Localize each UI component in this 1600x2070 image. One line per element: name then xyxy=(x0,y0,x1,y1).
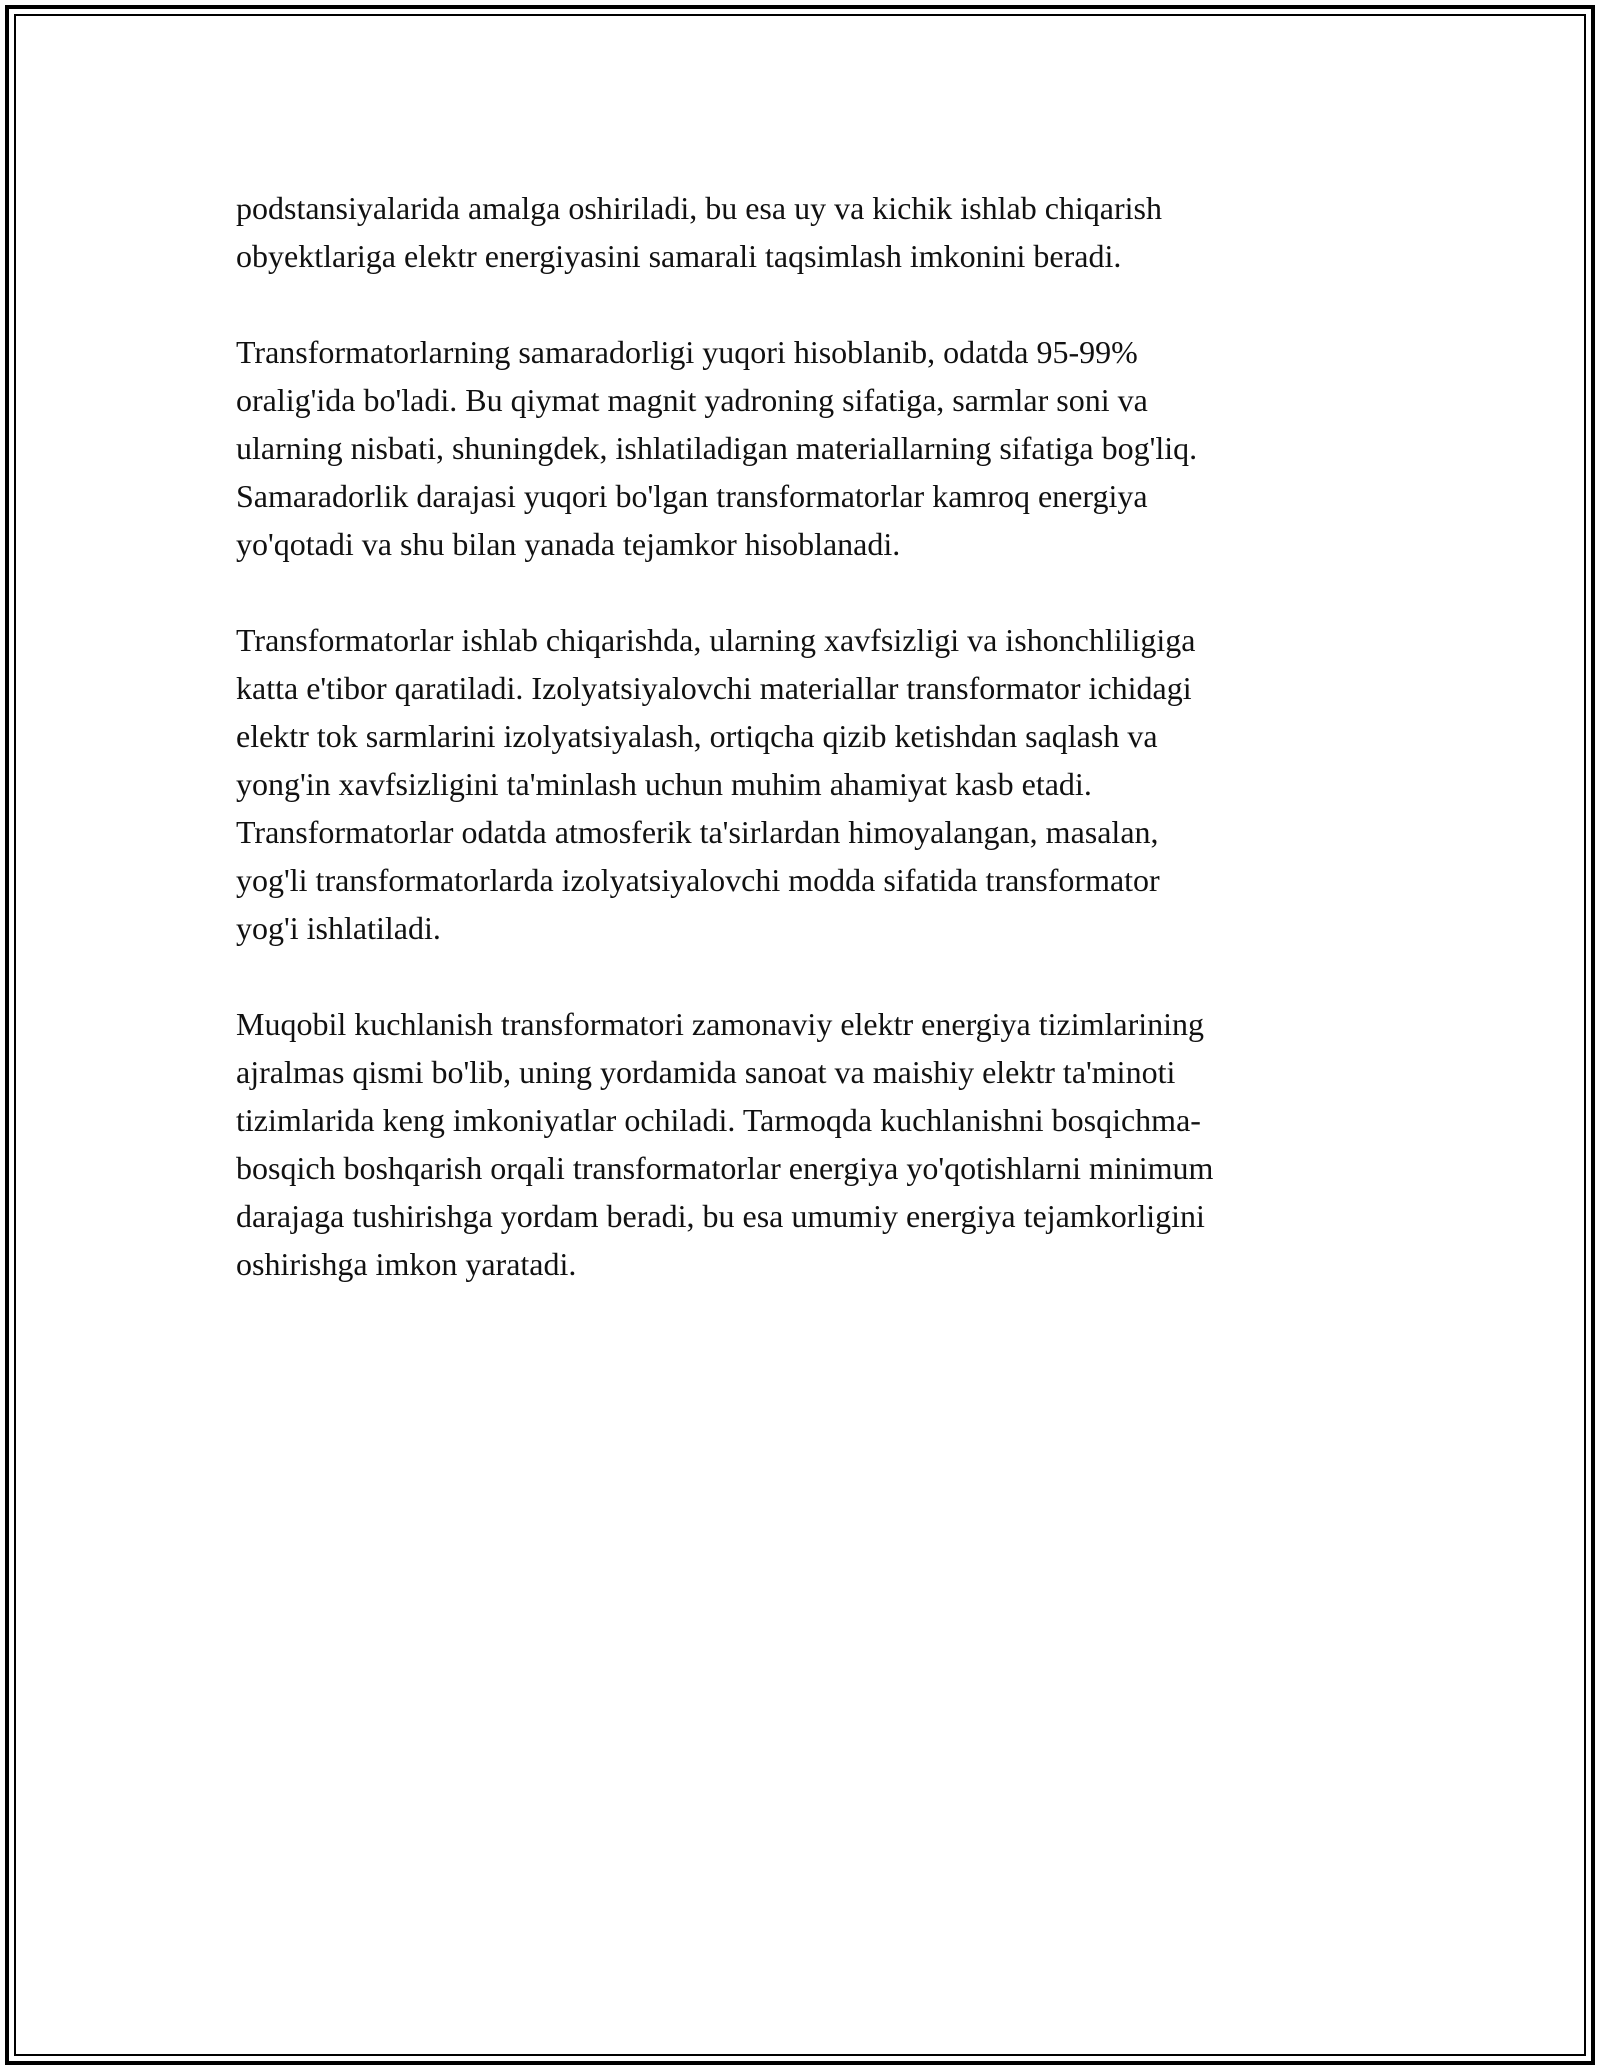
text-line: Transformatorlar ishlab chiqarishda, ularning xavfsizligi va ishonchliligiga xyxy=(236,622,1196,658)
paragraph xyxy=(236,184,1396,280)
text-line: ajralmas qismi bo'lib, uning yordamida sanoat va maishiy elektr ta'minoti xyxy=(236,1054,1176,1090)
paragraph xyxy=(236,616,1396,952)
text-line: oshirishga imkon yaratadi. xyxy=(236,1246,577,1282)
text-line: Samaradorlik darajasi yuqori bo'lgan transformatorlar kamroq energiya xyxy=(236,478,1148,514)
text-line: obyektlariga elektr energiyasini samarali taqsimlash imkonini beradi. xyxy=(236,238,1122,274)
paragraph xyxy=(236,328,1396,568)
text-line: yong'in xavfsizligini ta'minlash uchun muhim ahamiyat kasb etadi. xyxy=(236,766,1092,802)
text-line: Muqobil kuchlanish transformatori zamonaviy elektr energiya tizimlarining xyxy=(236,1006,1205,1042)
text-line: katta e'tibor qaratiladi. Izolyatsiyalovchi materiallar transformator ichidagi xyxy=(236,670,1192,706)
text-line: ularning nisbati, shuningdek, ishlatiladigan materiallarning sifatiga bog'liq. xyxy=(236,430,1198,466)
text-line: tizimlarida keng imkoniyatlar ochiladi. Tarmoqda kuchlanishni bosqichma- xyxy=(236,1102,1201,1138)
document-body xyxy=(236,184,1396,1336)
paragraph xyxy=(236,1000,1396,1288)
text-line: bosqich boshqarish orqali transformatorlar energiya yo'qotishlarni minimum xyxy=(236,1150,1214,1186)
text-line: darajaga tushirishga yordam beradi, bu esa umumiy energiya tejamkorligini xyxy=(236,1198,1205,1234)
text-line: yog'li transformatorlarda izolyatsiyalovchi modda sifatida transformator xyxy=(236,862,1160,898)
text-line: Transformatorlarning samaradorligi yuqori hisoblanib, odatda 95-99% xyxy=(236,334,1138,370)
text-line: podstansiyalarida amalga oshiriladi, bu esa uy va kichik ishlab chiqarish xyxy=(236,190,1162,226)
text-line: elektr tok sarmlarini izolyatsiyalash, ortiqcha qizib ketishdan saqlash va xyxy=(236,718,1158,754)
text-line: yog'i ishlatiladi. xyxy=(236,910,441,946)
text-line: oralig'ida bo'ladi. Bu qiymat magnit yadroning sifatiga, sarmlar soni va xyxy=(236,382,1148,418)
text-line: Transformatorlar odatda atmosferik ta'sirlardan himoyalangan, masalan, xyxy=(236,814,1159,850)
text-line: yo'qotadi va shu bilan yanada tejamkor hisoblanadi. xyxy=(236,526,901,562)
